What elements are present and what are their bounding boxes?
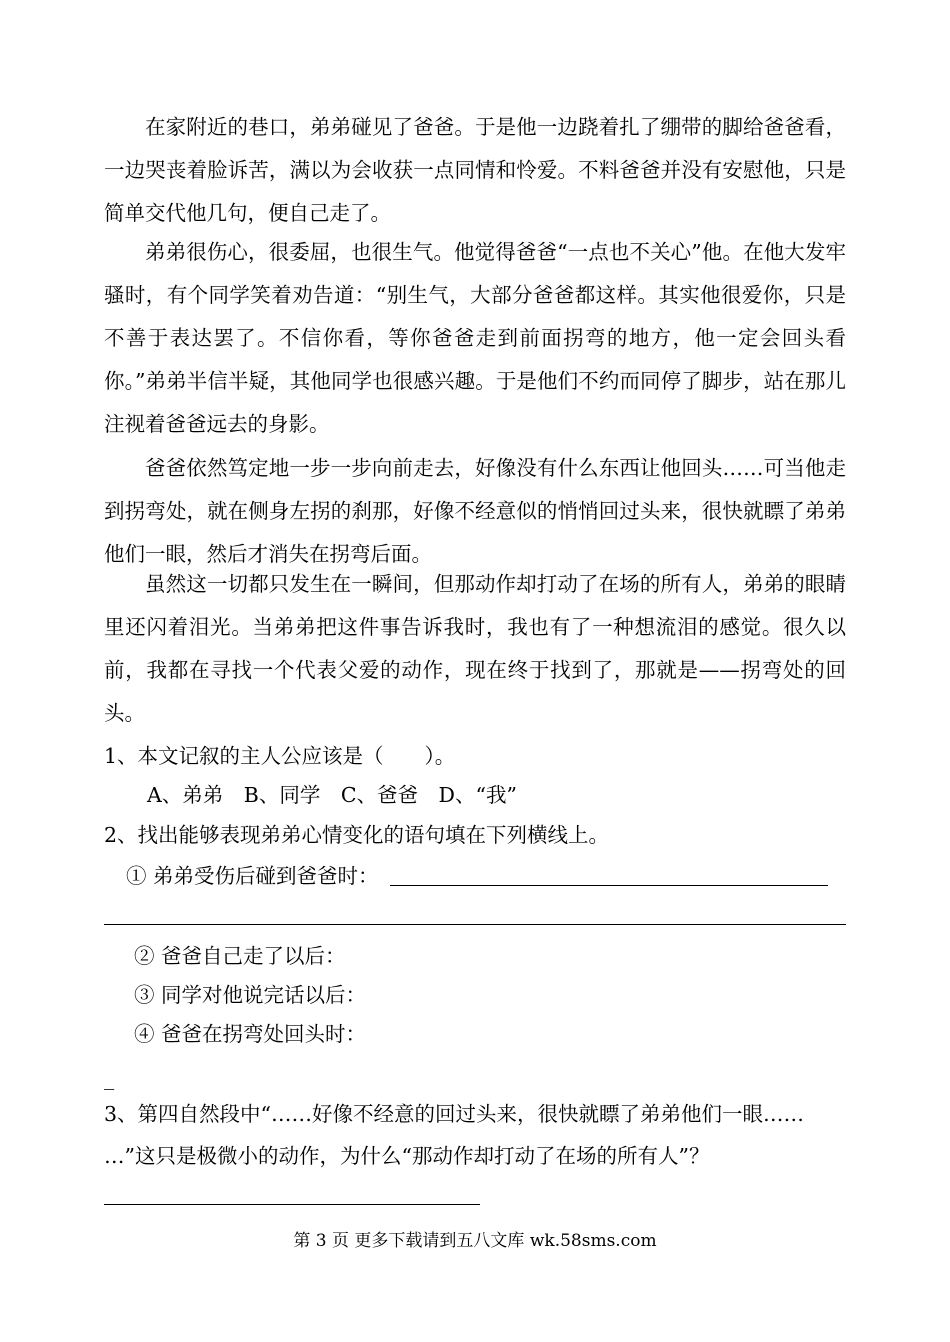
answer-line-1b (104, 924, 846, 925)
answer-line-3 (104, 1204, 480, 1205)
passage-paragraph-2: 弟弟很伤心，很委屈，也很生气。他觉得爸爸“一点也不关心”他。在他大发牢骚时，有个同学笑着劝告道：“别生气，大部分爸爸都这样。其实他很爱你，只是不善于表达罢了。不信你看，等你爸爸走到前面拐弯的地方，他一定会回头看你。”弟弟半信半疑，其他同学也很感兴趣。于是他们不约而同停了脚步，站在那儿注视着爸爸远去的身影。 (104, 240, 846, 436)
question-1: 1、本文记叙的主人公应该是（ ）。 (104, 744, 456, 768)
question-3-line-1: 3、第四自然段中“……好像不经意的回过头来，很快就瞟了弟弟他们一眼…… (104, 1102, 805, 1126)
question-2: 2、找出能够表现弟弟心情变化的语句填在下列横线上。 (104, 823, 610, 847)
answer-line-1a (390, 885, 828, 886)
passage-paragraph-3: 爸爸依然笃定地一步一步向前走去，好像没有什么东西让他回头……可当他走到拐弯处，就在侧身左拐的刹那，好像不经意似的悄悄回过头来，很快就瞟了弟弟他们一眼，然后才消失在拐弯后面。 (104, 456, 846, 566)
passage-paragraph-4: 虽然这一切都只发生在一瞬间，但那动作却打动了在场的所有人，弟弟的眼睛里还闪着泪光。当弟弟把这件事告诉我时，我也有了一种想流泪的感觉。很久以前，我都在寻找一个代表父爱的动作，现在终于找到了，那就是——拐弯处的回头。 (104, 572, 846, 725)
question-3-line-2: …”这只是极微小的动作，为什么“那动作却打动了在场的所有人”？ (104, 1144, 710, 1168)
question-2-item-3: ③ 同学对他说完话以后： (134, 983, 367, 1007)
question-2-item-4: ④ 爸爸在拐弯处回头时： (134, 1022, 367, 1046)
passage-paragraph-1: 在家附近的巷口，弟弟碰见了爸爸。于是他一边跷着扎了绷带的脚给爸爸看，一边哭丧着脸诉苦，满以为会收获一点同情和怜爱。不料爸爸并没有安慰他，只是简单交代他几句，便自己走了。 (104, 115, 846, 225)
stray-underscore: _ (104, 1066, 115, 1090)
question-2-item-1: ① 弟弟受伤后碰到爸爸时： (126, 864, 379, 888)
page-footer: 第 3 页 更多下载请到五八文库 wk.58sms.com (293, 1231, 657, 1251)
question-1-options: A、弟弟 B、同学 C、爸爸 D、“我” (147, 783, 517, 807)
question-2-item-2: ② 爸爸自己走了以后： (134, 944, 346, 968)
